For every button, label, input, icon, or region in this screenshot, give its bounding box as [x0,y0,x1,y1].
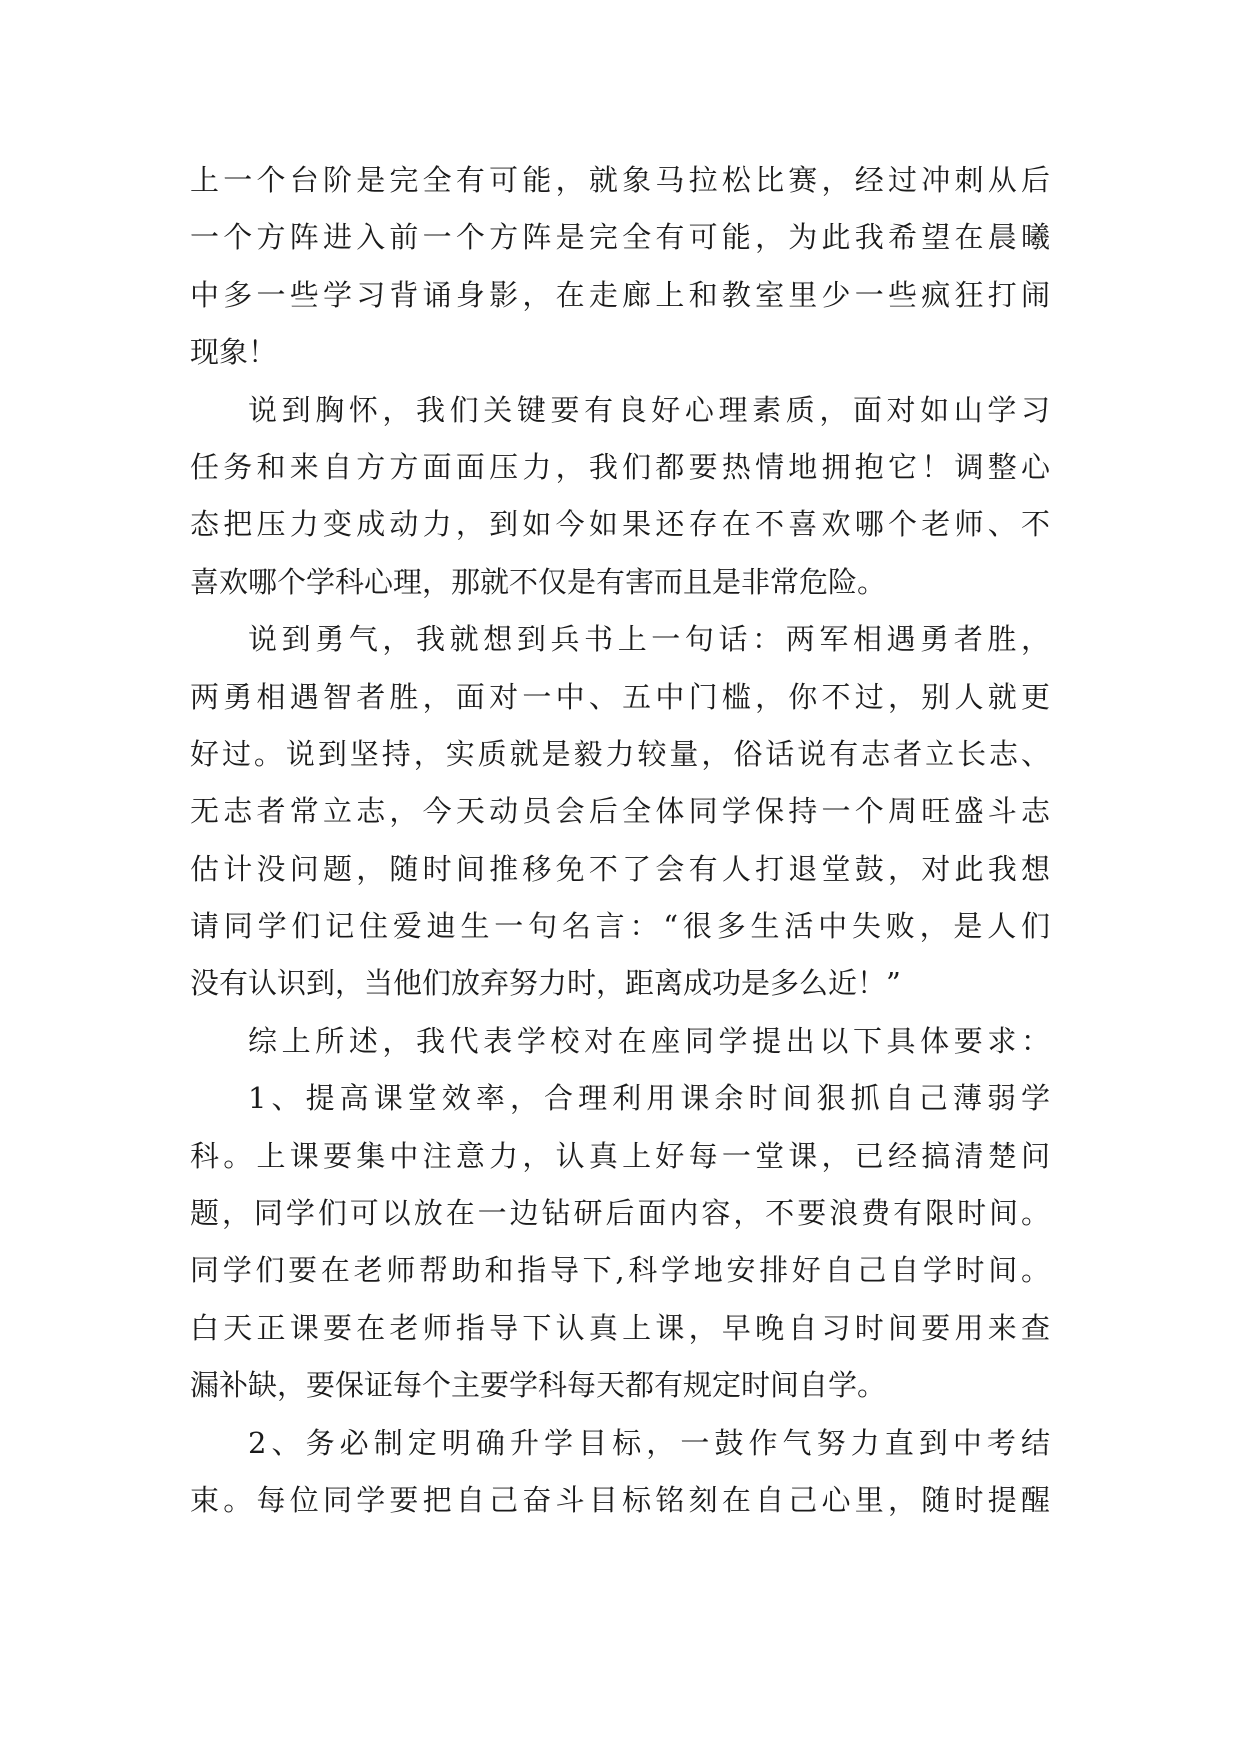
text-line: 科。上课要集中注意力，认真上好每一堂课，已经搞清楚问 [190,1138,1050,1173]
text-line: 1、提高课堂效率，合理利用课余时间狠抓自己薄弱学 [248,1081,1050,1116]
text-line: 任务和来自方方面面压力，我们都要热情地拥抱它！调整心 [190,449,1050,484]
text-line: 一个方阵进入前一个方阵是完全有可能，为此我希望在晨曦 [190,220,1050,255]
text-line: 喜欢哪个学科心理，那就不仅是有害而且是非常危险。 [190,564,887,599]
text-line: 中多一些学习背诵身影，在走廊上和教室里少一些疯狂打闹 [190,277,1050,312]
text-line: 请同学们记住爱迪生一句名言：“很多生活中失败，是人们 [190,909,1050,944]
text-line: 题，同学们可以放在一边钻研后面内容，不要浪费有限时间。 [190,1196,1050,1231]
text-line: 好过。说到坚持，实质就是毅力较量，俗话说有志者立长志、 [190,736,1050,771]
text-line: 束。每位同学要把自己奋斗目标铭刻在自己心里，随时提醒 [190,1482,1050,1517]
text-line: 漏补缺，要保证每个主要学科每天都有规定时间自学。 [190,1368,887,1403]
text-line: 同学们要在老师帮助和指导下,科学地安排好自己自学时间。 [190,1253,1050,1288]
text-line: 上一个台阶是完全有可能，就象马拉松比赛，经过冲刺从后 [190,163,1050,197]
text-line: 现象！ [190,335,278,370]
text-line: 白天正课要在老师指导下认真上课，早晚自习时间要用来查 [190,1310,1050,1345]
text-line: 无志者常立志，今天动员会后全体同学保持一个周旺盛斗志 [190,794,1050,829]
text-line: 两勇相遇智者胜，面对一中、五中门槛，你不过，别人就更 [190,679,1050,714]
text-line: 没有认识到，当他们放弃努力时，距离成功是多么近！” [190,966,901,1001]
text-line: 综上所述，我代表学校对在座同学提出以下具体要求： [248,1023,1050,1058]
document-body [190,152,1050,1529]
text-line: 说到胸怀，我们关键要有良好心理素质，面对如山学习 [248,392,1050,427]
text-line: 说到勇气，我就想到兵书上一句话：两军相遇勇者胜， [248,622,1050,657]
text-line: 态把压力变成动力，到如今如果还存在不喜欢哪个老师、不 [190,507,1050,542]
text-line: 估计没问题，随时间推移免不了会有人打退堂鼓，对此我想 [190,851,1050,886]
text-line: 2、务必制定明确升学目标，一鼓作气努力直到中考结 [248,1425,1050,1460]
